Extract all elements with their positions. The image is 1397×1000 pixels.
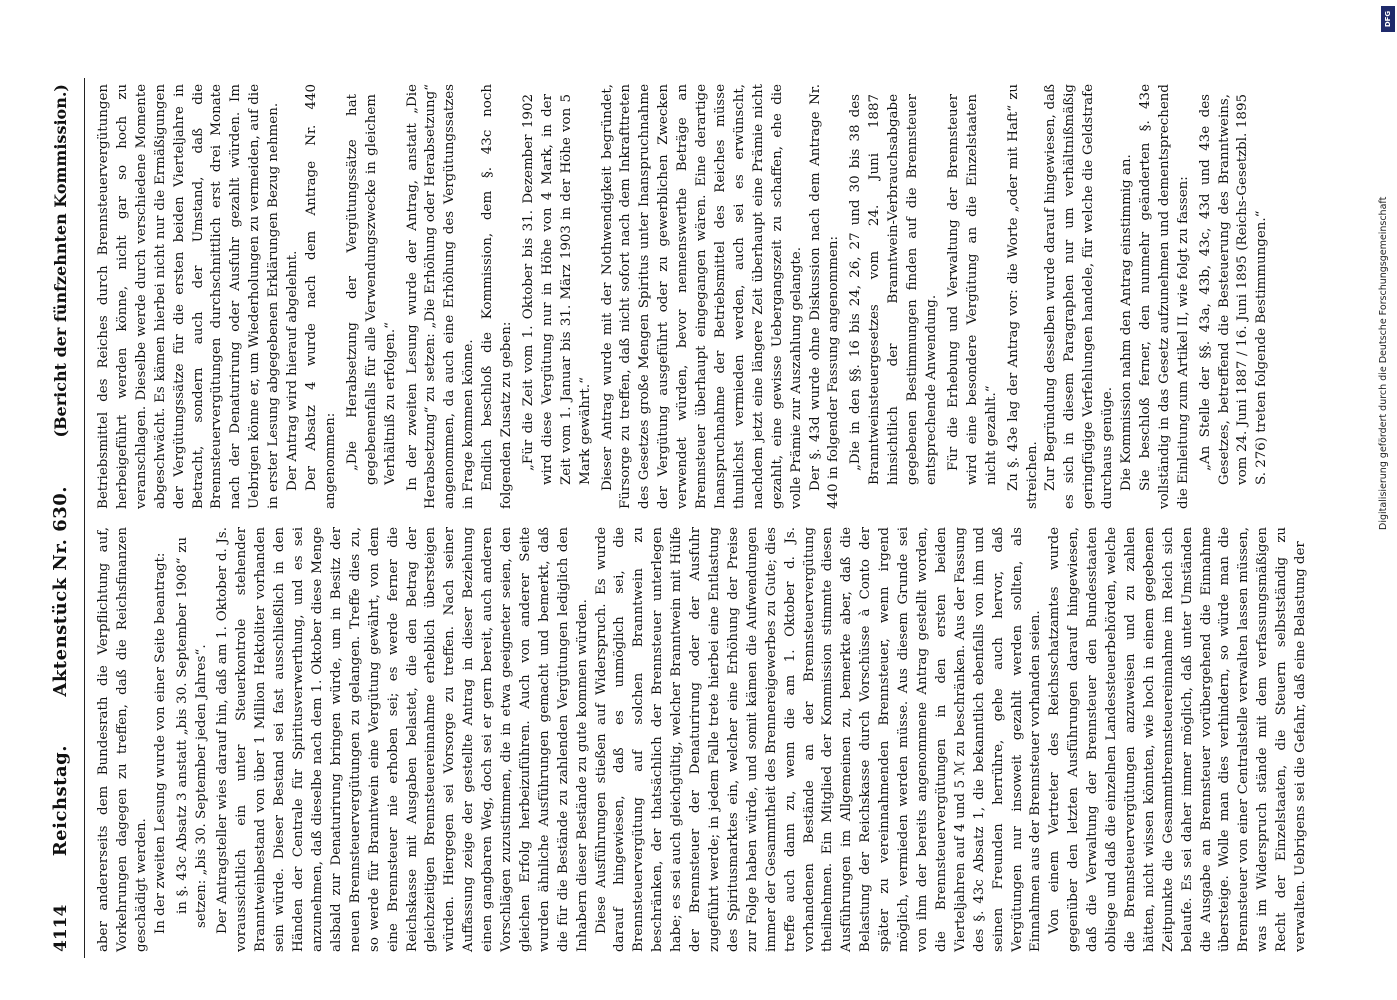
left-text-column (95, 527, 1311, 952)
journal-name: Reichstag. (50, 745, 71, 857)
paragraph: Der Antrag wird hierauf abgelehnt. (285, 250, 301, 491)
paragraph: Der §. 43d wurde ohne Diskussion nach dem Antrage Nr. 440 in folgender Fassung angenommen: (807, 84, 842, 509)
paragraph: Zur Begründung desselben wurde darauf hingewiesen, daß es sich in diesem Paragraphen nur um verhältnißmäßig geringfügige Verfehlungen handele, für welche die Geldstrafe durchaus genüge. (1043, 84, 1116, 509)
document-number: Aktenstück Nr. 630. (50, 485, 71, 697)
document-page (50, 78, 1350, 958)
paragraph: Betriebsmittel des Reiches durch Brennsteuervergütungen herbeigeführt werden könne, nicht gar so hoch zu veranschlagen. Dieselbe werde durch verschiedene Momente abgeschwächt. Es kämen hierbei nicht nur die Ermäßigungen der Vergütungssätze für die ersten beiden Vierteljahre in Betracht, sondern auch der Umstand, daß die Brennsteuervergütungen durchschnittlich erst drei Monate nach der Denaturirung oder Ausfuhr gezahlt würden. Im Uebrigen könne er, um Wiederholungen zu vermeiden, auf die in erster Lesung abgegebenen Erklärungen Bezug nehmen. (96, 84, 282, 509)
paragraph: „Für die Zeit vom 1. Oktober bis 31. Dezember 1902 wird diese Vergütung nur in Höhe von 4 Mark, in der Zeit vom 1. Januar bis 31. März 1903 in der Höhe von 5 Mark gewährt.“ (520, 94, 593, 485)
page-number: 4114 (51, 904, 71, 952)
paragraph: Für die Erhebung und Verwaltung der Brennsteuer wird eine besondere Vergütung an die Einzelstaaten nicht gezahlt.“ (945, 94, 999, 485)
paragraph: Dieser Antrag wurde mit der Nothwendigkeit begründet, Fürsorge zu treffen, daß nicht sofort nach dem Inkrafttreten des Gesetzes große Mengen Spiritus unter Inanspruchnahme der Vergütung ausgeführt oder zu gewerblichen Zwecken verwendet würden, bevor nennenswerthe Beträge an Brennsteuer überhaupt eingegangen wären. Eine derartige Inanspruchnahme der Betriebsmittel des Reiches müsse thunlichst vermieden werden, auch sei es erwünscht, nachdem jetzt eine längere Zeit überhaupt eine Prämie nicht gezahlt, eine gewisse Uebergangszeit zu schaffen, ehe die volle Prämie zur Auszahlung gelangte. (599, 84, 804, 509)
right-text-column (95, 84, 1311, 509)
paragraph: „An Stelle der §§. 43a, 43b, 43c, 43d und 43e des Gesetzes, betreffend die Besteuerung des Branntweins, vom 24. Juni 1887 / 16. Juni 1895 (Reichs-Gesetzbl. 1895 S. 276) treten folgende Bestimmungen.“ (1197, 94, 1270, 485)
paragraph: „Die Herabsetzung der Vergütungssätze hat gegebenenfalls für alle Verwendungszwecke in gleichem Verhältniß zu erfolgen.“ (344, 94, 398, 485)
paragraph: „Die in den §§. 16 bis 24, 26, 27 und 30 bis 38 des Branntweinsteuergesetzes vom 24. Juni 1887 hinsichtlich der Branntwein-Verbrauchsabgabe gegebenen Bestimmungen finden auf die Brennsteuer entsprechende Anwendung. (848, 94, 939, 485)
paragraph: Der Absatz 4 wurde nach dem Antrage Nr. 440 angenommen: (303, 84, 338, 509)
paragraph: Die Kommission nahm den Antrag einstimmig an. (1119, 154, 1135, 491)
document-subtitle: (Bericht der fünfzehnten Kommission.) (51, 84, 70, 438)
paragraph: Endlich beschloß die Kommission, dem §. 43c noch folgenden Zusatz zu geben: (480, 84, 515, 509)
paragraph: Von einem Vertreter des Reichsschatzamtes wurde gegenüber den letzten Ausführungen darauf hingewiesen, daß die Verwaltung der Brennsteuer den Bundesstaaten obliege und daß die einzelnen Landessteuerbehörden, welche die Brennsteuervergütungen anzuweisen und zu zahlen hätten, nicht wissen könnten, wie hoch in einem gegebenen Zeitpunkte die Gesammtbrennsteuereinnahme im Reich sich belaufe. Es sei daher immer möglich, daß unter Umständen die Ausgabe an Brennsteuer vorübergehend die Einnahme übersteige. Wolle man dies verhindern, so würde man die Brennsteuer von einer Centralstelle verwalten lassen müssen, was im Widerspruch stände mit dem verfassungsmäßigen Recht der Einzelstaaten, die Steuern selbstständig zu verwalten. Uebrigens sei die Gefahr, daß eine Belastung der (1047, 527, 1309, 952)
paragraph: Diese Ausführungen stießen auf Widerspruch. Es wurde darauf hingewiesen, daß es unmöglich sei, die Brennsteuervergütung auf solchen Branntwein zu beschränken, der thatsächlich der Brennsteuer unterlegen habe; es sei auch gleichgültig, welcher Branntwein mit Hülfe der Brennsteuer der Denaturirung oder der Ausfuhr zugeführt werde; in jedem Falle trete hierbei eine Entlastung des Spiritusmarktes ein, welcher eine Erhöhung der Preise zur Folge haben würde, und somit kämen die Aufwendungen immer der Gesammtheit des Brennereigewerbes zu Gute; dies treffe auch dann zu, wenn die am 1. Oktober d. Js. vorhandenen Bestände an der Brennsteuervergütung theilnehmen. Ein Mitglied der Kommission stimmte diesen Ausführungen im Allgemeinen zu, bemerkte aber, daß die Belastung der Reichskasse durch Vorschüsse à Conto der später zu vereinnahmenden Brennsteuer, wenn irgend möglich, vermieden werden müsse. Aus diesem Grunde sei von ihm der bereits angenommene Antrag gestellt worden, die Brennsteuervergütungen in den ersten beiden Vierteljahren auf 4 und 5 ℳ zu beschränken. Aus der Fassung des §. 43c Absatz 1, die bekanntlich ebenfalls von ihm und seinen Freunden herrühre, gehe auch hervor, daß Vergütungen nur insoweit gezahlt werden sollten, als Einnahmen aus der Brennsteuer vorhanden seien. (593, 527, 1044, 952)
page-header (50, 78, 85, 958)
paragraph: In der zweiten Lesung wurde der Antrag, anstatt „Die Herabsetzung“ zu setzen: „Die Erhöhung oder Herabsetzung“ angenommen, da auch eine Erhöhung des Vergütungssatzes in Frage kommen könne. (404, 84, 477, 509)
dfg-logo: DFG (1381, 6, 1395, 32)
paragraph: aber andererseits dem Bundesrath die Verpflichtung auf, Vorkehrungen dagegen zu treffen, daß die Reichsfinanzen geschädigt werden. (96, 527, 149, 952)
paragraph: Der Antragsteller wies darauf hin, daß am 1. Oktober d. Js. voraussichtlich ein unter Steuerkontrole stehender Branntweinbestand von über 1 Million Hektoliter vorhanden sein würde. Dieser Bestand sei fast ausschließlich in den Händen der Centrale für Spiritusverwerthung, und es sei anzunehmen, daß dieselbe nach dem 1. Oktober diese Menge alsbald zur Denaturirung bringen würde, um in Besitz der neuen Brennsteuervergütungen zu gelangen. Treffe dies zu, so werde für Branntwein eine Vergütung gewährt, von dem eine Brennsteuer nie erhoben sei; es werde ferner die Reichskasse mit Ausgaben belastet, die den Betrag der gleichzeitigen Brennsteuereinnahme erheblich übersteigen würden. Hiergegen sei Vorsorge zu treffen. Nach seiner Auffassung zeige der gestellte Antrag in dieser Beziehung einen gangbaren Weg, doch sei er gern bereit, auch anderen Vorschlägen zuzustimmen, die in etwa geeigneter seien, den gleichen Erfolg herbeizuführen. Auch von anderer Seite wurden ähnliche Ausführungen gemacht und bemerkt, daß die für die Bestände zu zahlenden Vergütungen lediglich den Inhabern dieser Bestände zu gute kommen würden. (215, 527, 590, 952)
paragraph: In der zweiten Lesung wurde von einer Seite beantragt: (152, 552, 168, 934)
paragraph: Zu §. 43e lag der Antrag vor: die Worte „oder mit Haft“ zu streichen. (1005, 84, 1040, 509)
paragraph: Sie beschloß ferner, den nunmehr geänderten §. 43e vollständig in das Gesetz aufzunehmen und dementsprechend die Einleitung zum Artikel II, wie folgt zu fassen: (1137, 84, 1191, 509)
paragraph: in §. 43c Absatz 3 anstatt „bis 30. September 1908“ zu setzen: „bis 30. September jeden Jahres“. (174, 537, 209, 928)
digitization-credit: Digitalisierung gefördert durch die Deutsche Forschungsgemeinschaft (1378, 196, 1389, 530)
